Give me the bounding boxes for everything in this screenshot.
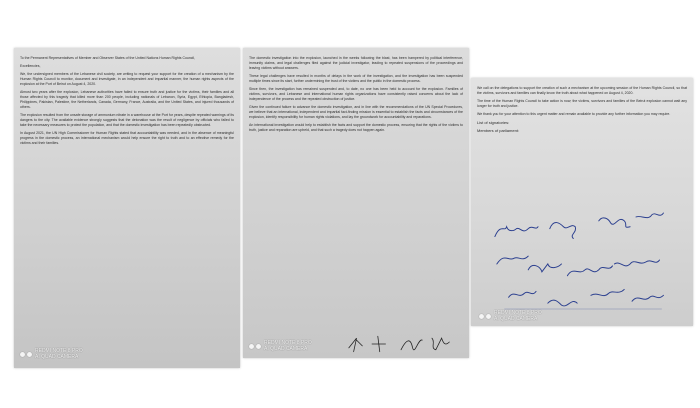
letter-page-3-photo xyxy=(471,78,693,326)
camera-lens-icon xyxy=(479,314,491,319)
paragraph: We, the undersigned members of the Lebanese civil society, are writing to request your support for the creation of a mechanism by the Human Rights Council to monitor, document and investigate, in an independent and impartial manner, the human rights aspects of the explosion at the Port of Beirut on August 4, 2020. xyxy=(20,72,234,86)
watermark-camera: AI QUAD CAMERA xyxy=(494,316,538,322)
signatories-subheading: Members of parliament: xyxy=(477,128,520,134)
watermark-device: REDMI NOTE 8 PRO xyxy=(35,348,83,354)
paragraph: The time of the Human Rights Council to take action is now; the victims, survivors and families of the Beirut explosion cannot wait any longer for truth and justice. xyxy=(477,99,687,108)
handwritten-signatures xyxy=(489,206,685,318)
paragraph: The domestic investigation into the explosion, launched in the weeks following the blast, has been hampered by political interference, immunity claims, and legal challenges filed against the judicial investigator, leading to repeated suspensions of the proceedings and leaving victims without answers. xyxy=(249,56,463,70)
camera-lens-icon xyxy=(20,352,32,357)
letter-page-1-photo xyxy=(14,48,240,368)
paragraph: Since then, the investigation has remained suspended and, to date, no one has been held to account for the explosion. Families of victims, survivors, and Lebanese and international human rights organizations have consistently raised concerns about the lack of independence of the process and the repeated obstruction of justice. xyxy=(249,86,463,101)
paragraph: In August 2021, the UN High Commissioner for Human Rights stated that accountability was needed, and in the absence of meaningful progress in the domestic process, an international mechanism would help ensure the right to truth and to an effective remedy for the victims and their families. xyxy=(20,130,234,145)
handwritten-signatures xyxy=(343,330,459,356)
greeting: Excellencies, xyxy=(20,64,41,69)
paragraph: The explosion resulted from the unsafe storage of ammonium nitrate in a warehouse at the Port for years, despite repeated warnings of its dangers to the city. The available evidence strongly suggests that the detonation was the result of negligence by officials who failed to take the necessary measures to protect the population, and that the domestic investigation has been repeatedly obstructed. xyxy=(20,112,234,127)
letter-page-2 xyxy=(249,56,463,352)
letter-page-1 xyxy=(20,56,234,362)
watermark-camera: AI QUAD CAMERA xyxy=(35,354,79,360)
paragraph: We thank you for your attention to this urgent matter and remain available to provide any further information you may require. xyxy=(477,112,671,116)
letter-page-2-photo xyxy=(243,48,469,358)
watermark-device: REDMI NOTE 8 PRO xyxy=(494,310,542,316)
salutation: To the Permanent Representatives of Member and Observer States of the United Nations Human Rights Council, xyxy=(20,56,196,60)
camera-watermark xyxy=(20,348,83,360)
paragraph: Almost two years after the explosion, Lebanese authorities have failed to ensure truth and justice for the victims, their families and all those affected by this tragedy that killed more than 200 people, including nationals of Lebanon, Syria, Egypt, Ethiopia, Bangladesh, Philippines, Pakistan, Palestine, the Netherlands, Canada, Germany, France, Australia, and the United States, and injured thousands of others. xyxy=(20,90,234,109)
paragraph: Given the continued failure to advance the domestic investigation, and in line with the recommendations of the UN Special Procedures, we believe that an international, independent and impartial fact-finding mission is essential to establish the facts and circumstances of the explosion, identify responsibility for human rights violations, and lay the groundwork for accountability and reparations. xyxy=(249,104,463,119)
camera-watermark xyxy=(479,310,542,322)
paragraph: We call on the delegations to support the creation of such a mechanism at the upcoming session of the Human Rights Council, so that the victims, survivors and families can finally know the truth about what happened on August 4, 2020. xyxy=(477,86,687,95)
camera-lens-icon xyxy=(249,344,261,349)
paragraph: These legal challenges have resulted in months of delays in the work of the investigation, and the investigation has been suspended multiple times since its start, further undermining the trust of the victims and the public in the domestic process. xyxy=(249,73,463,83)
signatories-heading: List of signatories: xyxy=(477,120,510,126)
paragraph: An international investigation would help to establish the facts and support the domestic process, ensuring that the rights of the victims to truth, justice and reparation are upheld, and that such a tragedy does not happen again. xyxy=(249,122,463,132)
watermark-device: REDMI NOTE 8 PRO xyxy=(264,340,312,346)
camera-watermark xyxy=(249,340,312,352)
watermark-camera: AI QUAD CAMERA xyxy=(264,346,308,352)
